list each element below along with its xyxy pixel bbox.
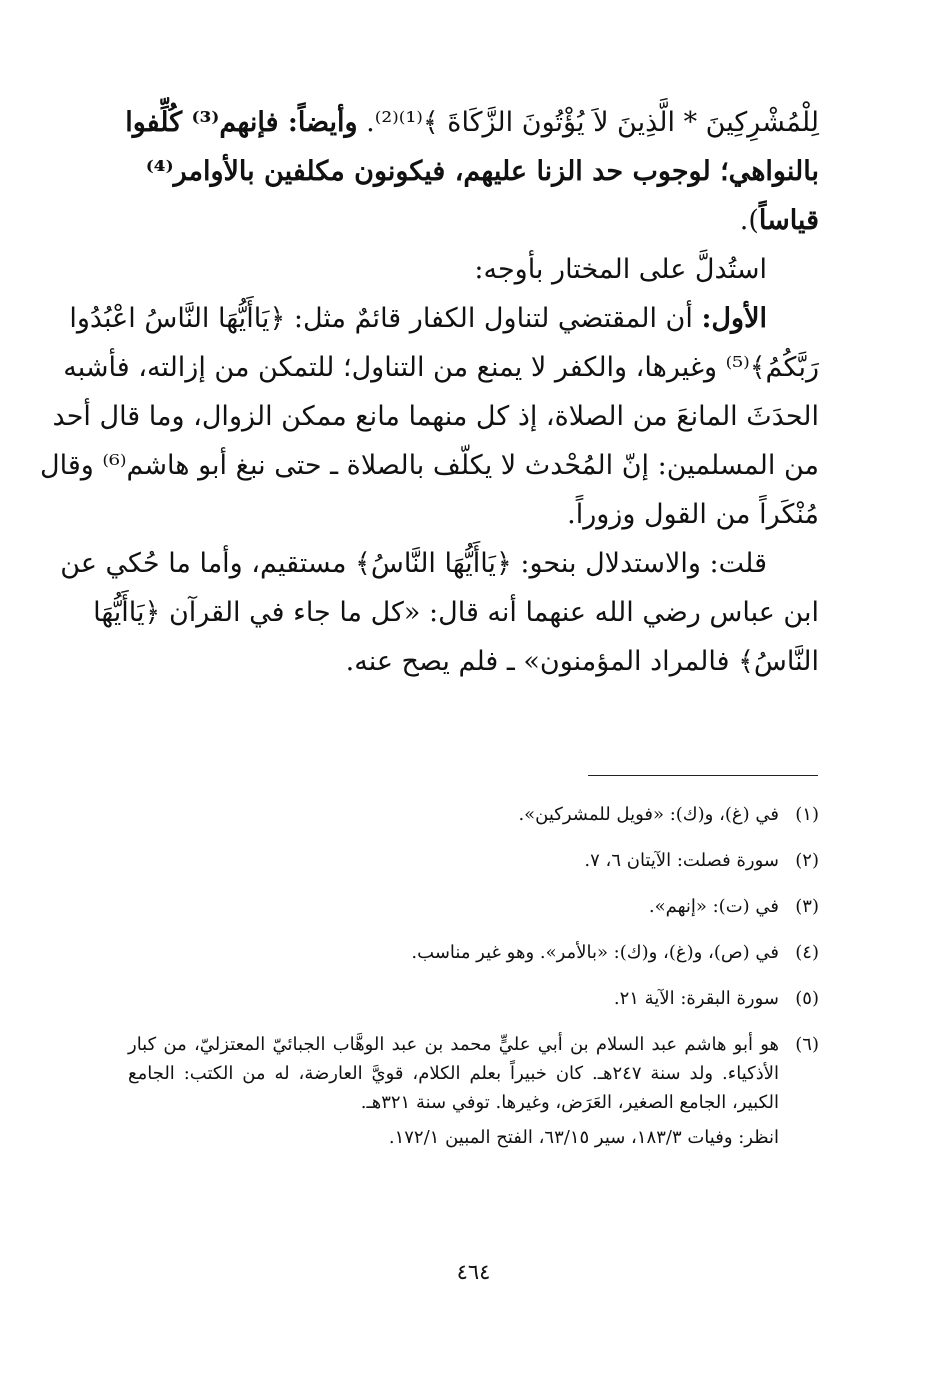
main-text (39, 98, 819, 686)
text-line-11: ابن عباس رضي الله عنهما أنه قال: «كل ما جاء في القرآن ﴿يَاأَيُّهَا (93, 597, 819, 628)
footnote-number: (٣) (795, 896, 819, 917)
text-line-10: قلت: والاستدلال بنحو: ﴿يَاأَيُّهَا النَّاسُ﴾ مستقيم، وأما ما حُكي عن (60, 548, 767, 579)
text-line-12: النَّاسُ﴾ فالمراد المؤمنون» ـ فلم يصح عنه. (345, 646, 819, 677)
footnote-1 (128, 800, 819, 829)
footnote-separator (588, 775, 818, 776)
text-line-1-bold: وأيضاً: فإنهم⁽³⁾ كُلِّفوا (125, 107, 358, 138)
footnote-2 (128, 846, 819, 875)
text-line-3 (128, 196, 819, 245)
footnote-3 (128, 892, 819, 921)
footnote-text: انظر: وفيات ١٨٣/٣، سير ٦٣/١٥، الفتح المبين ١٧٢/١. (388, 1127, 779, 1148)
text-line-3-bold: قياساً (758, 205, 819, 236)
footnote-6 (128, 1030, 819, 1117)
first-point-label: الأول: (701, 303, 767, 334)
page-number: ٤٦٤ (456, 1260, 491, 1284)
footnote-text: في (غ)، و(ك): «فويل للمشركين». (518, 804, 779, 825)
text-line-1-plain: لِلْمُشْرِكِينَ * الَّذِينَ لاَ يُؤْتُونَ الزَّكَاةَ ﴾⁽¹⁾⁽²⁾. (357, 107, 819, 138)
footnote-5 (128, 984, 819, 1013)
text-line-1 (125, 98, 819, 147)
footnote-text: هو أبو هاشم عبد السلام بن أبي عليٍّ محمد بن عبد الوهَّاب الجبائيّ المعتزليّ، من كبار الأذكياء. ولد سنة ٢٤٧هـ. كان خبيراً بعلم الكلام، قويَّ العارضة، له من الكتب: الجامع الكبير، الجامع الصغير، العَرَض، وغيرها. توفي سنة ٣٢١هـ. (128, 1034, 779, 1113)
text-line-4: استُدلَّ على المختار بأوجه: (474, 254, 767, 285)
footnote-number (779, 1123, 819, 1152)
footnote-number: (٦) (795, 1034, 819, 1055)
text-line-5-rest: أن المقتضي لتناول الكفار قائمٌ مثل: ﴿يَاأَيُّهَا النَّاسُ اعْبُدُوا (69, 303, 702, 334)
text-line-7: الحدَثَ المانعَ من الصلاة، إذ كل منهما مانع ممكن الزوال، وما قال أحد (52, 401, 819, 432)
footnotes (128, 800, 819, 1152)
footnote-text: سورة فصلت: الآيتان ٦، ٧. (584, 850, 779, 871)
text-line-5 (69, 294, 819, 343)
footnote-text: في (ت): «إنهم». (648, 896, 779, 917)
text-line-8: من المسلمين: إنّ المُحْدث لا يكلّف بالصلاة ـ حتى نبغ أبو هاشم⁽⁶⁾ وقال (39, 450, 819, 481)
footnote-4 (128, 938, 819, 967)
text-line-3-tail: ). (739, 205, 759, 236)
footnote-number: (٤) (795, 942, 819, 963)
text-line-6: رَبَّكُمُ﴾⁽⁵⁾ وغيرها، والكفر لا يمنع من التناول؛ للتمكن من إزالته، فأشبه (63, 352, 819, 383)
footnote-text: في (ص)، و(غ)، و(ك): «بالأمر». وهو غير مناسب. (411, 942, 779, 963)
text-line-9: مُنْكَراً من القول وزوراً. (567, 499, 819, 530)
footnote-number: (٢) (795, 850, 819, 871)
footnote-number: (٥) (795, 988, 819, 1009)
footnote-text: سورة البقرة: الآية ٢١. (613, 988, 779, 1009)
text-line-2: بالنواهي؛ لوجوب حد الزنا عليهم، فيكونون مكلفين بالأوامر⁽⁴⁾ (145, 156, 819, 187)
footnote-6-references (128, 1123, 819, 1152)
footnote-number: (١) (795, 804, 819, 825)
